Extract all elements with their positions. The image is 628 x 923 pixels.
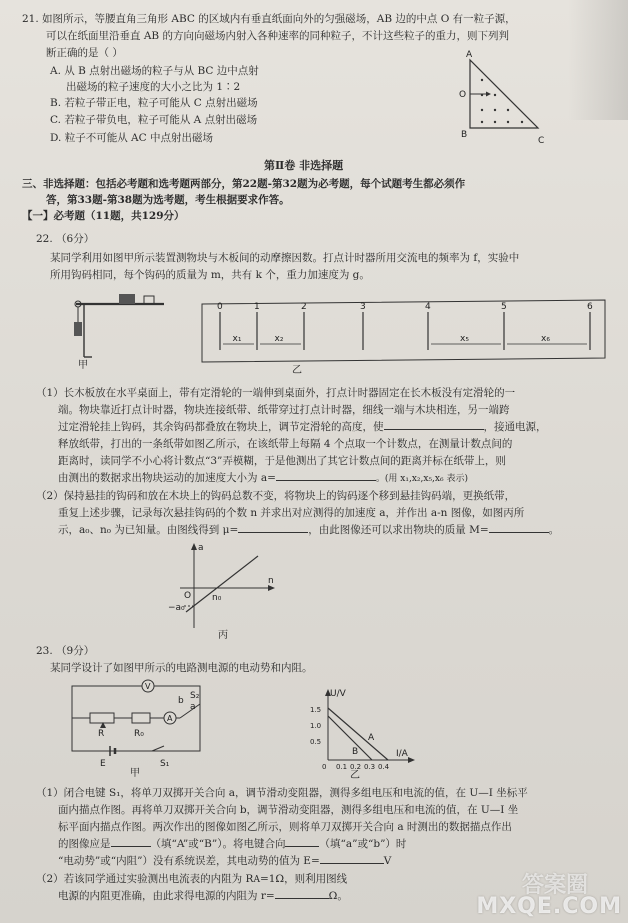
q22-heading: 22. （6分）	[36, 233, 95, 245]
q22-intro-line2: 所用钩码相同，每个钩码的质量为 m，共有 k 个，重力加速度为 g。	[50, 269, 370, 281]
part2-intro-line1: 三、非选择题：包括必考题和选考题两部分，第22题-第32题为必考题，每个试题考生都必须作	[22, 178, 466, 190]
tape-tick-label-4: 4	[425, 302, 431, 312]
q23-r-label: R	[98, 729, 105, 739]
q22-graph-a0-label: −a₀	[168, 603, 185, 613]
q22-part1-line6-text: 由测出的数据求出物块运动的加速度大小为 a=	[58, 472, 276, 484]
q21-option-b: B. 若粒子带正电，粒子可能从 C 点射出磁场	[50, 97, 258, 109]
q23-blank-switch[interactable]	[285, 846, 319, 847]
watermark-cn: 答案圈	[521, 873, 588, 898]
q22-blank-acceleration[interactable]	[276, 480, 376, 481]
q21-stem-line3: 断正确的是（ ）	[46, 47, 123, 59]
q23-graph-y05: 0.5	[310, 738, 322, 746]
q22-part1-line1: （1）长木板放在水平桌面上，带有定滑轮的一端伸到桌面外，打点计时器固定在长木板没有定滑轮的一	[36, 387, 516, 399]
q22-part1-line6	[58, 471, 468, 486]
q22-a-n-graph	[168, 540, 288, 640]
q23-e-label: E	[100, 759, 106, 769]
q23-circuit-caption: 甲	[130, 768, 140, 779]
q23-graph-x-label: I/A	[396, 749, 408, 759]
q21-option-d: D. 粒子不可能从 AC 中点射出磁场	[50, 132, 214, 144]
q21-option-a1: A. 从 B 点射出磁场的粒子与从 BC 边中点射	[50, 65, 259, 77]
tape-tick-label-2: 2	[301, 302, 307, 312]
q23-graph-y-label: U/V	[330, 689, 346, 699]
tape-segment-label-x6: x₆	[541, 334, 550, 344]
q23-part1-line4-c: （填“a”或“b”）时	[319, 838, 407, 850]
q23-ammeter-label: A	[167, 714, 173, 723]
q23-circuit-figure	[60, 676, 220, 779]
q22-part1-line4: 释放纸带，打出的一条纸带如图乙所示，在该纸带上每隔 4 个点取一个计数点，在测量计数点间的	[58, 438, 513, 450]
q23-a-label: a	[190, 702, 196, 712]
q22-graph-a-label: a	[198, 543, 204, 553]
q23-voltmeter-label: V	[145, 682, 151, 691]
q22-part1-line3-text: 过定滑轮挂上钩码，其余钩码都叠放在物块上，调节定滑轮的高度，使	[58, 421, 384, 433]
q23-graph-y10: 1.0	[310, 722, 322, 730]
q23-graph-x1: 0.1	[336, 763, 348, 771]
q22-part2-line3-mid: ，由此图像还可以求出物块的质量 M=	[308, 524, 489, 536]
q23-part1-line4	[58, 837, 406, 851]
q22-part2-line3	[58, 523, 559, 537]
q23-part1-line5	[58, 854, 391, 868]
q21-label-c: C	[538, 136, 545, 146]
q22-part1-line5: 距离时，读同学不小心将计数点“3”弄模糊，于是他测出了其它计数点间的距离并标在纸带上，则	[58, 455, 506, 467]
q23-graph-x0: 0	[322, 763, 327, 771]
q21-stem-line1: 21. 如图所示，等腰直角三角形 ABC 的区域内有垂直纸面向外的匀强磁场，AB 边的中点 O 有一粒子源，	[22, 13, 516, 25]
q22-fig-yi-label: 乙	[292, 365, 302, 376]
q23-graph-line-a-label: A	[368, 733, 375, 743]
q21-label-o: O	[459, 90, 467, 100]
page-shadow	[568, 0, 628, 120]
q22-part2-line3-end: 。	[548, 524, 560, 536]
q22-paper-tape-figure	[200, 298, 610, 378]
q23-b-label: b	[178, 696, 184, 706]
tape-tick-label-3: 3	[360, 302, 366, 312]
q23-part2-line2-b: Ω。	[328, 890, 348, 902]
q22-part1-line3	[58, 420, 547, 434]
q22-part2-line1: （2）保持悬挂的钩码和放在木块上的钩码总数不变，将物块上的钩码逐个移到悬挂钩码端，更换纸带，	[36, 490, 516, 502]
q23-s1-label: S₁	[160, 759, 170, 769]
tape-tick-label-1: 1	[254, 302, 260, 312]
q21-stem-line2: 可以在纸面里沿垂直 AB 的方向向磁场内射入各种速率的同种粒子，不计这些粒子的重力，则下列判	[46, 30, 509, 42]
tape-tick-label-6: 6	[587, 302, 593, 312]
q23-part1-line5-a: “电动势”或“内阻”）没有系统误差，其电动势的值为 E=	[58, 855, 320, 867]
q22-graph-n0-label: n₀	[212, 593, 222, 603]
q23-u-i-graph	[310, 686, 420, 781]
q23-part2-line1-b: =1Ω，则利用图线	[259, 873, 348, 885]
q22-part1-line2: 端。物块靠近打点计时器，物块连接纸带、纸带穿过打点计时器，细线一端与木块相连，另一端跨	[58, 404, 510, 416]
q23-part1-line3: 标平面内描点作图。两次作出的图像如图乙所示，则将单刀双掷开关合向 a 时测出的数据描点作出	[58, 821, 512, 833]
tape-tick-label-0: 0	[217, 302, 223, 312]
q23-part1-line1: （1）闭合电键 S₁，将单刀双掷开关合向 a，调节滑动变阻器，测得多组电压和电流的值，在 U—I 坐标平	[36, 787, 528, 799]
q23-part2-line2	[58, 889, 348, 903]
q22-graph-caption: 丙	[218, 630, 228, 641]
q22-blank-mass[interactable]	[489, 532, 549, 533]
q23-graph-x4: 0.4	[378, 763, 390, 771]
q23-part1-line2: 面内描点作图。再将单刀双掷开关合向 b，调节滑动变阻器，测得多组电压和电流的值，在 U—I 坐	[58, 804, 519, 816]
q21-label-b: B	[461, 130, 468, 140]
q22-part2-line3-text: 示，a₀、n₀ 为已知量。由图线得到 μ=	[58, 524, 239, 536]
q22-apparatus-figure	[64, 282, 184, 372]
q22-part2-line2: 重复上述步骤，记录每次悬挂钩码的个数 n 并求出对应测得的加速度 a，并作出 a-n 图像，如图丙所	[58, 507, 525, 519]
q22-intro-line1: 某同学利用如图甲所示装置测物块与木板间的动摩擦因数。打点计时器所用交流电的频率为 f，实验中	[50, 252, 520, 264]
q23-heading: 23. （9分）	[36, 645, 95, 657]
tape-segment-label-x1: x₁	[232, 334, 242, 344]
q22-blank-condition[interactable]	[384, 429, 484, 430]
q21-triangle-figure	[450, 50, 560, 150]
q23-part2-line1: （2）若该同学通过实验测出电流表的内阻为 RA=1Ω，则利用图线	[36, 873, 348, 885]
q23-part1-line4-b: （填“A”或“B”）。将电键合向	[150, 838, 286, 850]
q23-graph-x2: 0.2	[350, 763, 362, 771]
q23-part2-line2-a: 电源的内阻更准确，由此求得电源的内阻为 r=	[58, 890, 275, 902]
part2-intro-line2: 答，第33题-第38题为选考题，考生根据要求作答。	[46, 194, 290, 206]
q23-blank-emf[interactable]	[320, 863, 384, 864]
watermark-en: MXQE.COM	[476, 894, 622, 919]
q22-part1-line3-tail: ，接通电源，	[483, 421, 547, 433]
tape-tick-label-5: 5	[501, 302, 507, 312]
q23-part2-line1-a: （2）若该同学通过实验测出电流表的内阻为 R	[36, 873, 254, 885]
q23-graph-y15: 1.5	[310, 706, 322, 714]
q21-label-a: A	[466, 50, 473, 60]
q22-graph-n-label: n	[268, 576, 274, 586]
q22-fig-jia-label: 甲	[78, 360, 88, 371]
q23-part1-line4-a: 的图像应是	[58, 838, 111, 850]
q23-part1-line5-b: V	[383, 855, 392, 867]
part2-title: 第Ⅱ卷 非选择题	[264, 159, 344, 172]
q23-intro: 某同学设计了如图甲所示的电路测电源的电动势和内阻。	[50, 662, 313, 674]
q22-part1-line6-tail: 。(用 x₁,x₂,x₅,x₆ 表示)	[375, 474, 468, 484]
q23-r0-label: R₀	[134, 729, 144, 739]
part2-subheading: 【一】必考题（11题，共129分）	[22, 210, 185, 222]
q22-blank-mu[interactable]	[238, 532, 308, 533]
q21-option-a2: 出磁场的粒子速度的大小之比为 1∶2	[66, 81, 241, 93]
q22-graph-o-label: O	[184, 591, 192, 601]
q23-blank-graph[interactable]	[111, 846, 151, 847]
tape-segment-label-x5: x₅	[460, 334, 469, 344]
q23-s2-label: S₂	[190, 691, 200, 701]
q23-graph-line-b-label: B	[352, 747, 359, 757]
tape-segment-label-x2: x₂	[274, 334, 284, 344]
q23-graph-caption: 乙	[350, 770, 360, 781]
q23-graph-x3: 0.3	[364, 763, 376, 771]
q21-option-c: C. 若粒子带负电，粒子可能从 A 点射出磁场	[50, 114, 258, 126]
q23-blank-resistance[interactable]	[275, 898, 329, 899]
